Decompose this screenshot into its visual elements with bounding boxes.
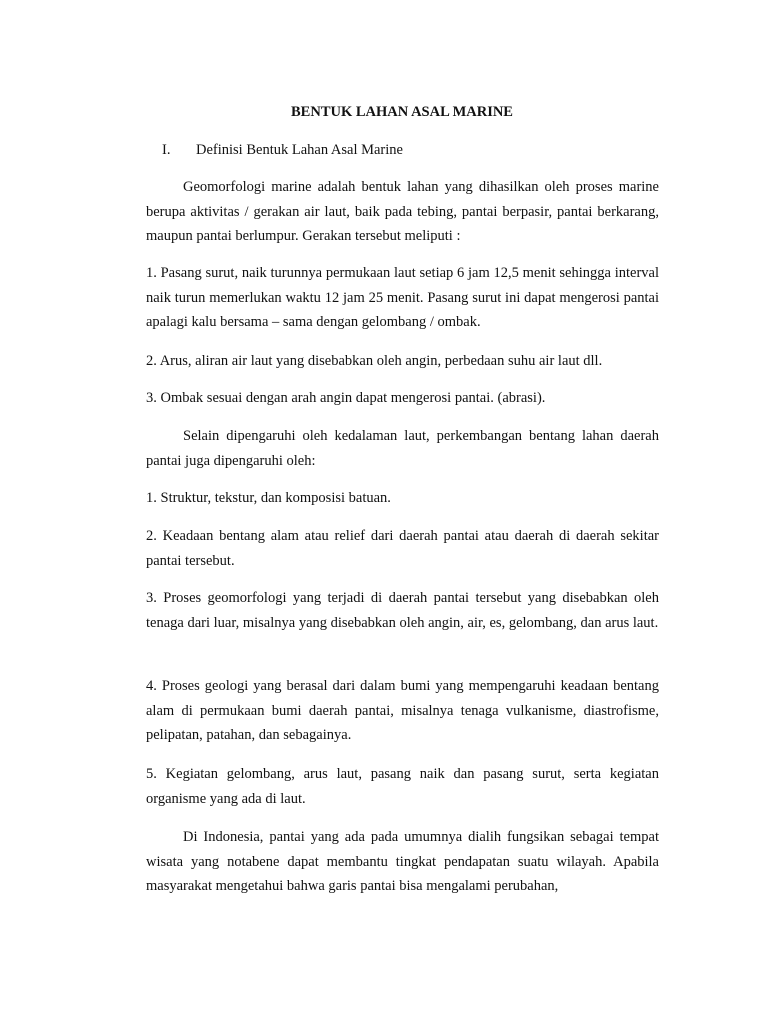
list-item-arus: 2. Arus, aliran air laut yang disebabkan oleh angin, perbedaan suhu air laut dll. bbox=[146, 353, 603, 369]
paragraph-indonesia: Di Indonesia, pantai yang ada pada umumnya dialih fungsikan sebagai tempat wisata yang notabene dapat membantu tingkat pendapatan suatu wilayah. Apabila masyarakat mengetahui bahwa garis pantai bisa mengalami perubahan, bbox=[146, 829, 659, 894]
section-number: I. bbox=[162, 142, 171, 158]
list-item-pasang-surut: 1. Pasang surut, naik turunnya permukaan laut setiap 6 jam 12,5 menit sehingga interval naik turun memerlukan waktu 12 jam 25 menit. Pasang surut ini dapat mengerosi pantai apalagi kalu bersama – sama dengan gelombang / ombak. bbox=[146, 265, 659, 330]
list-item-struktur: 1. Struktur, tekstur, dan komposisi batuan. bbox=[146, 490, 391, 506]
list-item-proses-geomorfologi: 3. Proses geomorfologi yang terjadi di daerah pantai tersebut yang disebabkan oleh tenaga dari luar, misalnya yang disebabkan oleh angin, air, es, gelombang, dan arus laut. bbox=[146, 590, 659, 631]
paragraph-definition: Geomorfologi marine adalah bentuk lahan yang dihasilkan oleh proses marine berupa aktivitas / gerakan air laut, baik pada tebing, pantai berpasir, pantai berkarang, maupun pantai berlumpur. Gerakan tersebut meliputi : bbox=[146, 179, 659, 244]
list-item-ombak: 3. Ombak sesuai dengan arah angin dapat mengerosi pantai. (abrasi). bbox=[146, 390, 546, 406]
list-item-keadaan: 2. Keadaan bentang alam atau relief dari daerah pantai atau daerah di daerah sekitar pantai tersebut. bbox=[146, 528, 659, 569]
list-item-proses-geologi: 4. Proses geologi yang berasal dari dalam bumi yang mempengaruhi keadaan bentang alam di permukaan bumi daerah pantai, misalnya tenaga vulkanisme, diastrofisme, pelipatan, patahan, dan sebagainya. bbox=[146, 678, 659, 743]
list-item-kegiatan: 5. Kegiatan gelombang, arus laut, pasang naik dan pasang surut, serta kegiatan organisme yang ada di laut. bbox=[146, 766, 659, 807]
document-title: BENTUK LAHAN ASAL MARINE bbox=[291, 104, 513, 120]
section-heading bbox=[162, 140, 403, 160]
section-label: Definisi Bentuk Lahan Asal Marine bbox=[196, 142, 403, 158]
paragraph-factors-intro: Selain dipengaruhi oleh kedalaman laut, perkembangan bentang lahan daerah pantai juga dipengaruhi oleh: bbox=[146, 428, 659, 469]
